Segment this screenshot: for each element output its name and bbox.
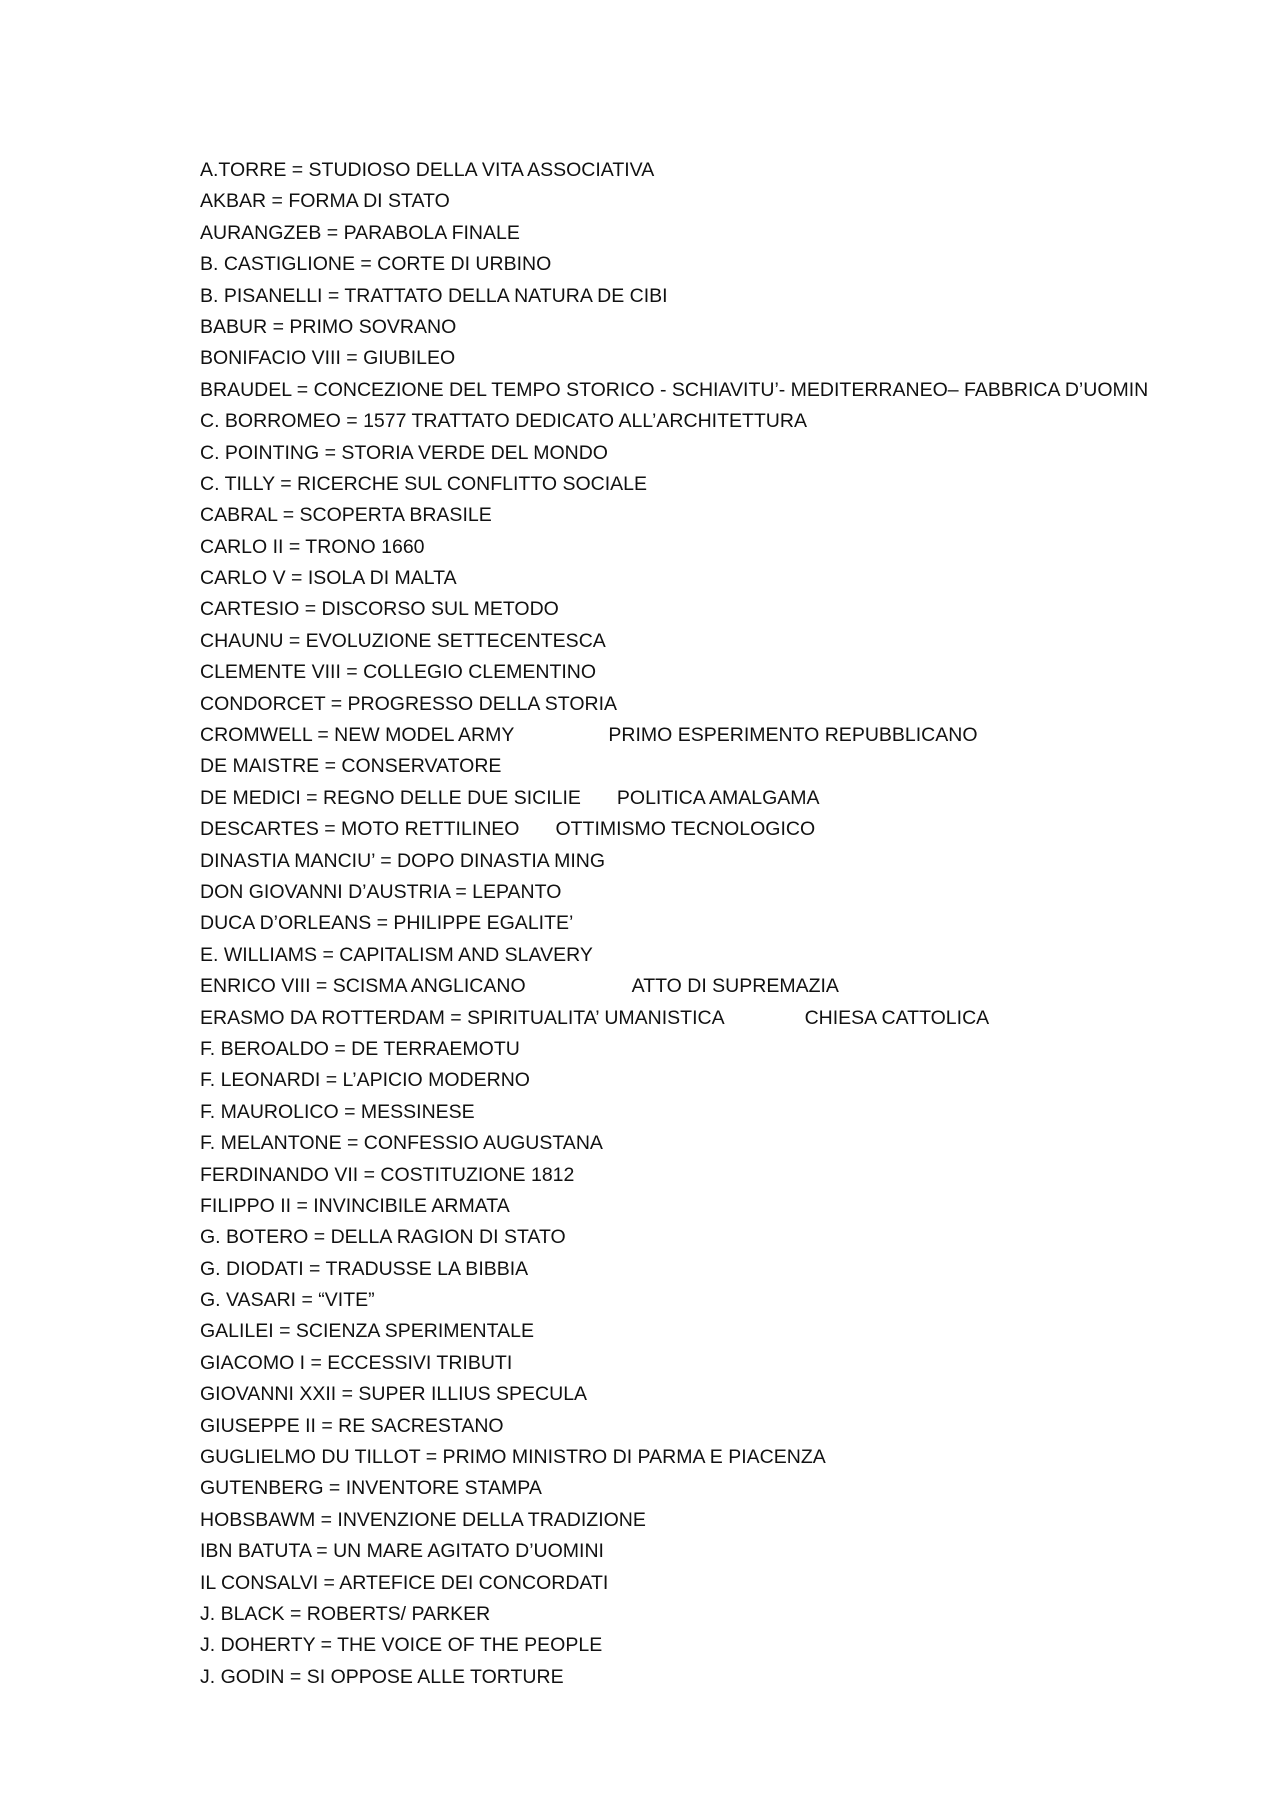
list-item (200, 343, 1260, 374)
entry-text: BABUR = PRIMO SOVRANO (200, 315, 457, 338)
entry-text: CHAUNU = EVOLUZIONE SETTECENTESCA (200, 629, 606, 652)
list-item (200, 1505, 1260, 1536)
list-item (200, 1034, 1260, 1065)
entry-text: HOBSBAWM = INVENZIONE DELLA TRADIZIONE (200, 1508, 646, 1531)
entry-text: C. POINTING = STORIA VERDE DEL MONDO (200, 441, 608, 464)
entry-text: GALILEI = SCIENZA SPERIMENTALE (200, 1320, 534, 1343)
list-item (200, 594, 1260, 625)
entry-text: J. DOHERTY = THE VOICE OF THE PEOPLE (200, 1634, 603, 1657)
entry-text: CROMWELL = NEW MODEL ARMY (200, 724, 515, 747)
list-item (200, 375, 1260, 406)
list-item (200, 532, 1260, 563)
list-item (200, 186, 1260, 217)
entry-text: CARTESIO = DISCORSO SUL METODO (200, 598, 559, 621)
list-item (200, 281, 1260, 312)
entry-text: C. BORROMEO = 1577 TRATTATO DEDICATO ALL’ARCHITETTURA (200, 410, 807, 433)
list-item (200, 1222, 1260, 1253)
list-item (200, 1285, 1260, 1316)
entry-text: J. GODIN = SI OPPOSE ALLE TORTURE (200, 1665, 564, 1688)
list-item (200, 155, 1260, 186)
list-item (200, 1065, 1260, 1096)
list-item (200, 751, 1260, 782)
entry-text: FILIPPO II = INVINCIBILE ARMATA (200, 1194, 510, 1217)
entry-text: DINASTIA MANCIU’ = DOPO DINASTIA MING (200, 849, 606, 872)
entry-text: DUCA D’ORLEANS = PHILIPPE EGALITE’ (200, 912, 574, 935)
entry-text: CONDORCET = PROGRESSO DELLA STORIA (200, 692, 618, 715)
entry-text: AKBAR = FORMA DI STATO (200, 190, 450, 213)
list-item (200, 626, 1260, 657)
entry-list (200, 155, 1260, 1693)
entry-note: PRIMO ESPERIMENTO REPUBBLICANO (608, 724, 978, 747)
entry-text: G. VASARI = “VITE” (200, 1289, 375, 1312)
entry-text: GUGLIELMO DU TILLOT = PRIMO MINISTRO DI PARMA E PIACENZA (200, 1446, 826, 1469)
list-item (200, 563, 1260, 594)
entry-note: OTTIMISMO TECNOLOGICO (555, 818, 816, 841)
entry-text: F. LEONARDI = L’APICIO MODERNO (200, 1069, 530, 1092)
list-item (200, 218, 1260, 249)
list-item (200, 1254, 1260, 1285)
entry-text: G. DIODATI = TRADUSSE LA BIBBIA (200, 1257, 529, 1280)
list-item (200, 312, 1260, 343)
entry-text: GIOVANNI XXII = SUPER ILLIUS SPECULA (200, 1383, 588, 1406)
list-item (200, 1536, 1260, 1567)
list-item (200, 1003, 1260, 1034)
list-item (200, 908, 1260, 939)
entry-text: DE MAISTRE = CONSERVATORE (200, 755, 502, 778)
entry-text: BRAUDEL = CONCEZIONE DEL TEMPO STORICO - SCHIAVITU’- MEDITERRANEO– FABBRICA D’UOMIN (200, 378, 1149, 401)
entry-text: B. CASTIGLIONE = CORTE DI URBINO (200, 253, 552, 276)
list-item (200, 1128, 1260, 1159)
list-item (200, 846, 1260, 877)
list-item (200, 1316, 1260, 1347)
list-item (200, 1411, 1260, 1442)
entry-text: BONIFACIO VIII = GIUBILEO (200, 347, 456, 370)
entry-text: CARLO V = ISOLA DI MALTA (200, 567, 457, 590)
list-item (200, 1630, 1260, 1661)
list-item (200, 940, 1260, 971)
list-item (200, 1379, 1260, 1410)
entry-text: E. WILLIAMS = CAPITALISM AND SLAVERY (200, 943, 593, 966)
entry-text: DE MEDICI = REGNO DELLE DUE SICILIE (200, 786, 581, 809)
list-item (200, 469, 1260, 500)
entry-text: DESCARTES = MOTO RETTILINEO (200, 818, 520, 841)
list-item (200, 1568, 1260, 1599)
entry-text: J. BLACK = ROBERTS/ PARKER (200, 1602, 491, 1625)
list-item (200, 971, 1260, 1002)
list-item (200, 1160, 1260, 1191)
entry-text: G. BOTERO = DELLA RAGION DI STATO (200, 1226, 566, 1249)
list-item (200, 657, 1260, 688)
entry-text: B. PISANELLI = TRATTATO DELLA NATURA DE CIBI (200, 284, 668, 307)
list-item (200, 1348, 1260, 1379)
entry-text: F. BEROALDO = DE TERRAEMOTU (200, 1037, 520, 1060)
entry-text: GUTENBERG = INVENTORE STAMPA (200, 1477, 542, 1500)
entry-text: F. MELANTONE = CONFESSIO AUGUSTANA (200, 1132, 603, 1155)
list-item (200, 1473, 1260, 1504)
entry-text: IL CONSALVI = ARTEFICE DEI CONCORDATI (200, 1571, 609, 1594)
entry-note: POLITICA AMALGAMA (616, 786, 820, 809)
entry-text: F. MAUROLICO = MESSINESE (200, 1100, 475, 1123)
list-item (200, 1191, 1260, 1222)
entry-text: GIACOMO I = ECCESSIVI TRIBUTI (200, 1351, 513, 1374)
entry-text: AURANGZEB = PARABOLA FINALE (200, 221, 520, 244)
list-item (200, 438, 1260, 469)
entry-text: CARLO II = TRONO 1660 (200, 535, 425, 558)
list-item (200, 783, 1260, 814)
entry-text: ENRICO VIII = SCISMA ANGLICANO (200, 975, 526, 998)
list-item (200, 720, 1260, 751)
list-item (200, 1662, 1260, 1693)
entry-text: A.TORRE = STUDIOSO DELLA VITA ASSOCIATIVA (200, 159, 655, 181)
list-item (200, 877, 1260, 908)
list-item (200, 249, 1260, 280)
entry-text: IBN BATUTA = UN MARE AGITATO D’UOMINI (200, 1540, 604, 1563)
entry-note: ATTO DI SUPREMAZIA (631, 975, 839, 998)
list-item (200, 689, 1260, 720)
entry-text: CLEMENTE VIII = COLLEGIO CLEMENTINO (200, 661, 597, 684)
list-item (200, 1097, 1260, 1128)
list-item (200, 1599, 1260, 1630)
entry-text: CABRAL = SCOPERTA BRASILE (200, 504, 492, 527)
entry-note: CHIESA CATTOLICA (804, 1006, 990, 1029)
entry-text: ERASMO DA ROTTERDAM = SPIRITUALITA’ UMANISTICA (200, 1006, 725, 1029)
list-item (200, 1442, 1260, 1473)
list-item (200, 500, 1260, 531)
list-item (200, 814, 1260, 845)
entry-text: DON GIOVANNI D’AUSTRIA = LEPANTO (200, 880, 562, 903)
list-item (200, 406, 1260, 437)
entry-text: GIUSEPPE II = RE SACRESTANO (200, 1414, 504, 1437)
entry-text: C. TILLY = RICERCHE SUL CONFLITTO SOCIALE (200, 472, 647, 495)
entry-text: FERDINANDO VII = COSTITUZIONE 1812 (200, 1163, 575, 1186)
